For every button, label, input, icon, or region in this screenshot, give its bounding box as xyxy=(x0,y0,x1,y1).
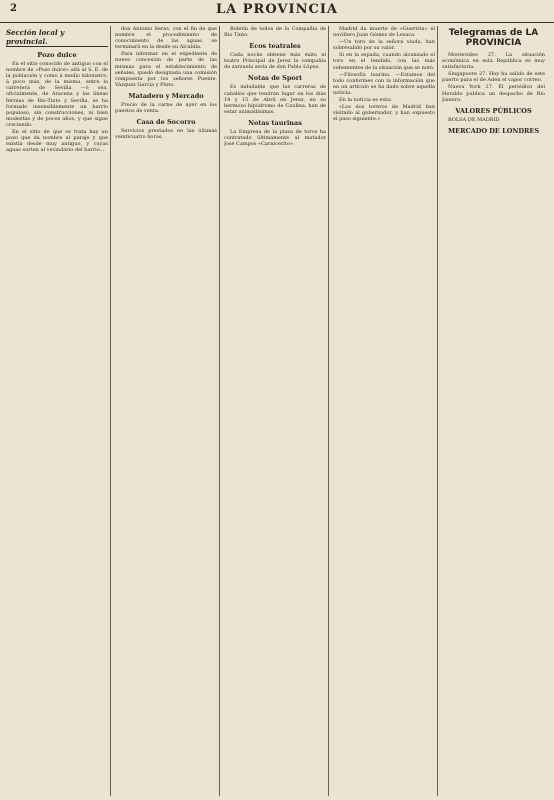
article-heading: Pozo dulce xyxy=(37,51,77,59)
paragraph: Servicios prestados en las últimas veinticuatro horas. xyxy=(115,128,217,141)
paragraph: Es indudable que las carreras de caballos que tendrán lugar en los días 14 y 15 de Abril en Jerez, en su hermoso hipódromo de Caulina, han de estar animadísimas. xyxy=(224,84,326,115)
paragraph: Singapoore 27. Hoy ha salido de este puerto para el de Aden el vapor correo. xyxy=(442,71,545,84)
newspaper-title: LA PROVINCIA xyxy=(216,2,338,17)
paragraph: —Un toro de la señora viuda, han sobresalido por su valor. xyxy=(333,39,435,52)
paragraph: Montevideo 27. La situación económica en esta República es muy satisfactoria. xyxy=(442,52,545,71)
paragraph: En la noticia es esta: xyxy=(339,97,392,104)
article-heading: Matadero y Mercado xyxy=(128,91,204,100)
column-5 xyxy=(442,26,547,796)
paragraph: Madrid da muerte de «Guerrita» el novillero Juan Gómez de Lesaca. xyxy=(333,26,435,39)
paragraph: —Filosofía taurina. —Estamos del todo conformes con la información que en un artículo se ha dado sobre aquella noticia. xyxy=(333,71,435,96)
paragraph: En el sitio de que se trata hay un pozo que da nombre al paraje y que existía desde muy antiguo, y cuyas aguas surten al vecindario del barrio... xyxy=(6,129,108,154)
paragraph: don Antonio Seras, con el fin de que nombre el procedimiento de conocimiento de las aguas, se terminará en la desde su Alcaldía. xyxy=(115,26,217,51)
article-heading: MERCADO DE LONDRES xyxy=(447,126,540,135)
article-heading: VALORES PÚBLICOS xyxy=(455,106,532,115)
column-2 xyxy=(115,26,220,796)
article-columns xyxy=(6,26,548,796)
paragraph: Precio de la carne de ayer en los puestos de venta. xyxy=(115,101,217,115)
article-heading: Ecos teatrales xyxy=(249,42,301,51)
paragraph: «Los dos toreros de Madrid han visitado al gobernador, y han expuesto el paso siguiente.» xyxy=(333,104,435,123)
paragraph: En el sitio conocido de antiguo con el nombre de «Pozo dulce» allá al S. E. de la población y como á medio kilómetro, á poco más, de la misma, entre la carretera de Sevilla —ó sea, oficialmente, de Aracena y las líneas férreas de Río-Tinto y Sevilla, se ha formado insensiblemente un barrio populoso, sin construcciones, ni bien modestas y de pocos años, y que sigue creciendo. xyxy=(6,61,108,128)
column-4 xyxy=(333,26,438,796)
paragraph: La Empresa de la plaza de toros ha contratado últimamente al matador José Campos «Carnicerito». xyxy=(224,128,326,148)
article-heading: Casa de Socorro xyxy=(136,118,196,127)
section-heading: Sección local y provincial. xyxy=(6,28,108,47)
paragraph: Nueva York 27. El periódico del Heraldo publica un despacho de Río Janeiro. xyxy=(442,84,545,103)
article-heading: Notas de Sport xyxy=(247,74,303,83)
article-heading: Notas taurinas xyxy=(248,118,302,127)
paragraph: Para informar en el expediente de nuevo concesión de parte de las mismas para el establecimiento de señales, quedó designada una comisión compuesta por los señores Puente, Vázquez García y Pinto. xyxy=(115,51,217,88)
masthead xyxy=(0,0,554,23)
column-1 xyxy=(6,26,111,796)
paragraph: BOLSA DE MADRID xyxy=(448,116,500,123)
column-3 xyxy=(224,26,329,796)
telegram-heading: Telegramas de LA PROVINCIA xyxy=(448,28,539,48)
paragraph: Cada noche obtiene más éxito el teatro Principal de Jerez la compañía de zarzuela seria de don Pablo López. xyxy=(224,52,326,71)
paragraph: Boletín de todos de la Compañía de Río Tinto. xyxy=(224,26,326,39)
paragraph: Si en la espada, cuando alcanzado el toro en el tendido, con las más vehementes de la situación que se notó. xyxy=(333,52,435,71)
page-number: 2 xyxy=(10,3,17,14)
